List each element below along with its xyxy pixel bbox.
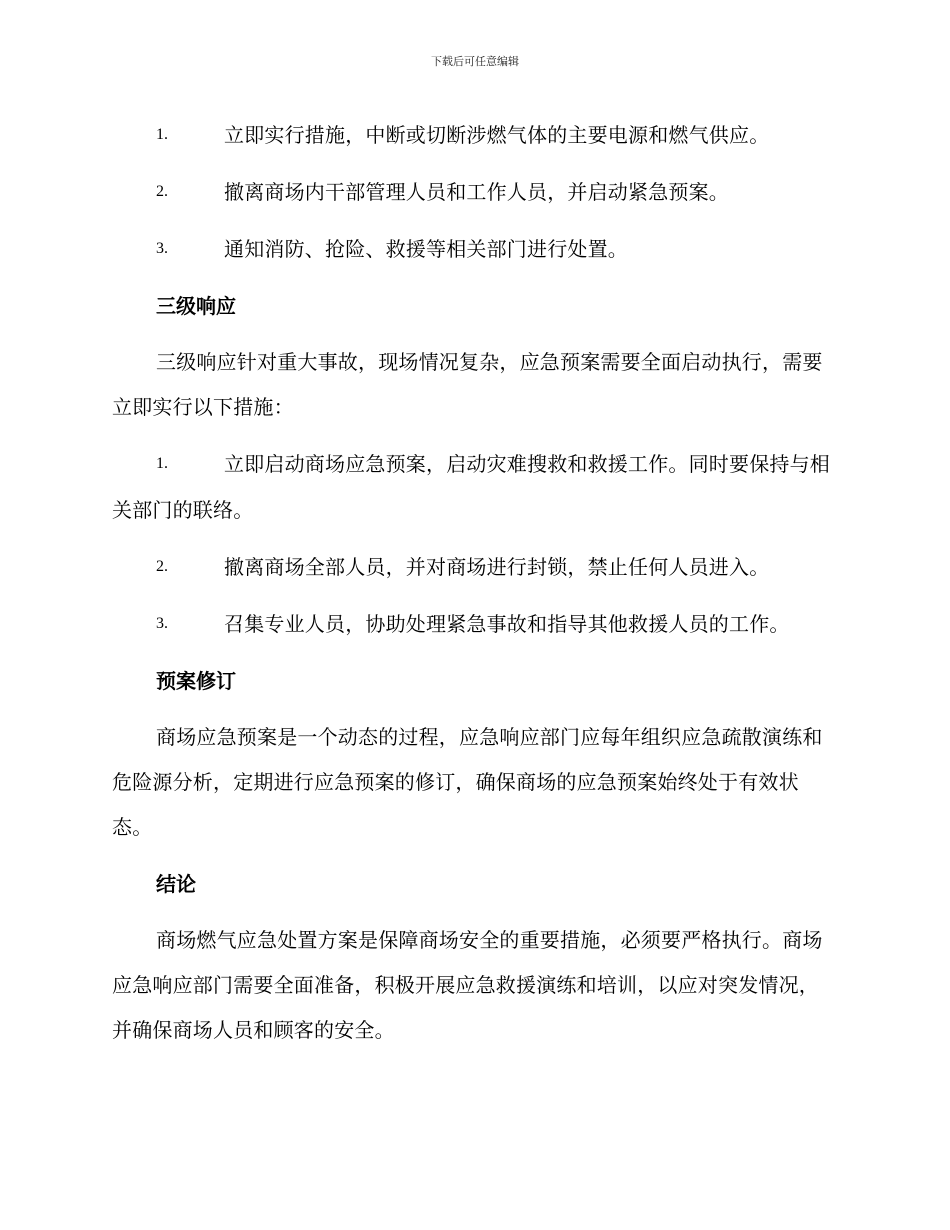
list-number: 3. — [156, 240, 168, 257]
list-text: 撤离商场全部人员，并对商场进行封锁，禁止任何人员进入。 — [224, 555, 770, 579]
list-number: 2. — [156, 183, 168, 200]
list-text: 撤离商场内干部管理人员和工作人员，并启动紧急预案。 — [224, 180, 729, 204]
list-item — [112, 112, 834, 158]
list-number: 1. — [156, 455, 168, 472]
conclusion-paragraph: 商场燃气应急处置方案是保障商场安全的重要措施，必须要严格执行。商场应急响应部门需要全面准备，积极开展应急救援演练和培训，以应对突发情况，并确保商场人员和顾客的安全。 — [112, 928, 823, 1042]
section-heading-conclusion: 结论 — [156, 872, 196, 896]
list-item — [112, 226, 834, 272]
section-heading-level3: 三级响应 — [156, 294, 236, 318]
list-item — [112, 441, 834, 533]
level3-intro-paragraph: 三级响应针对重大事故，现场情况复杂，应急预案需要全面启动执行，需要立即实行以下措施： — [112, 350, 823, 419]
list-text: 立即实行措施，中断或切断涉燃气体的主要电源和燃气供应。 — [224, 123, 770, 147]
list-text: 召集专业人员，协助处理紧急事故和指导其他救援人员的工作。 — [224, 612, 790, 636]
list-text: 立即启动商场应急预案，启动灾难搜救和救援工作。同时要保持与相关部门的联络。 — [112, 452, 830, 522]
list-item — [112, 169, 834, 215]
page-header: 下载后可任意编辑 — [431, 55, 519, 68]
document-body — [112, 112, 834, 1064]
list-number: 2. — [156, 558, 168, 575]
list-number: 1. — [156, 126, 168, 143]
revision-paragraph: 商场应急预案是一个动态的过程，应急响应部门应每年组织应急疏散演练和危险源分析，定期进行应急预案的修订，确保商场的应急预案始终处于有效状态。 — [112, 725, 823, 839]
list-item — [112, 544, 834, 590]
list-item — [112, 601, 834, 647]
list-text: 通知消防、抢险、救援等相关部门进行处置。 — [224, 237, 628, 261]
list-number: 3. — [156, 615, 168, 632]
section-heading-revision: 预案修订 — [156, 669, 236, 693]
